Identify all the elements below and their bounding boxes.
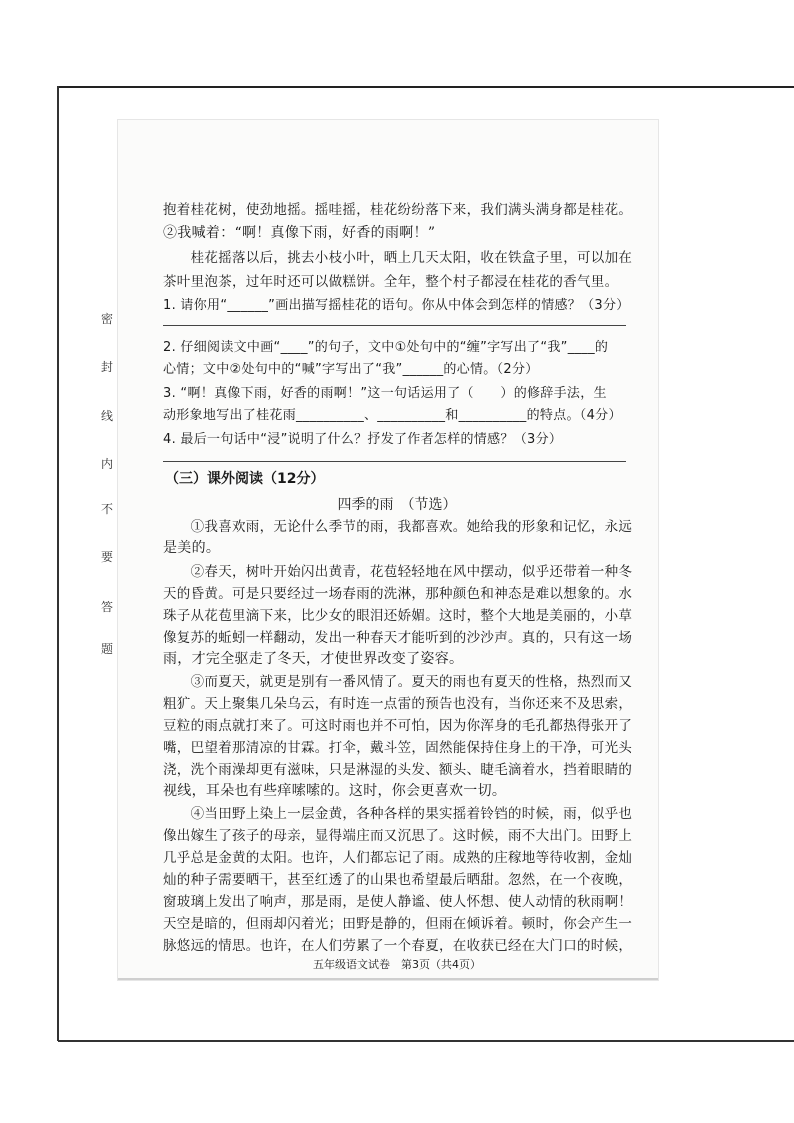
question-3-cont: 动形象地写出了桂花雨__________、__________和__________的特点。（4分） bbox=[163, 408, 622, 423]
scan-border-bottom bbox=[58, 1040, 794, 1042]
passage-line: 像出嫁生了孩子的母亲，显得端庄而又沉思了。这时候，雨不大出门。田野上 bbox=[163, 828, 633, 844]
answer-line bbox=[163, 325, 626, 326]
answer-line bbox=[163, 461, 626, 462]
text-line: 茶叶里泡茶，过年时还可以做糕饼。全年，整个村子都浸在桂花的香气里。 bbox=[163, 274, 619, 290]
passage-line: 像复苏的蚯蚓一样翻动，发出一种春天才能听到的沙沙声。真的，只有这一场 bbox=[163, 630, 633, 646]
question-2: 2. 仔细阅读文中画“____”的句子，文中①处句中的“缠”字写出了“我”____的 bbox=[163, 340, 609, 355]
question-3: 3. “啊！真像下雨，好香的雨啊！”这一句话运用了（ ）的修辞手法，生 bbox=[163, 386, 607, 401]
text-line: 桂花摇落以后，挑去小枝小叶，晒上几天太阳，收在铁盒子里，可以加在 bbox=[163, 250, 633, 266]
passage-line: 是美的。 bbox=[163, 540, 221, 556]
passage-line: 脉悠远的情思。也许，在人们劳累了一个春夏，在收获已经在大门口的时候， bbox=[163, 938, 633, 954]
passage-line: 天空是暗的，但雨却闪着光；田野是静的，但雨在倾诉着。顿时，你会产生一 bbox=[163, 916, 633, 932]
passage-line: 几乎总是金黄的太阳。也许，人们都忘记了雨。成熟的庄稼地等待收割，金灿 bbox=[163, 850, 633, 866]
passage-line: 粗犷。天上聚集几朵乌云，有时连一点雷的预告也没有，当你还来不及思索， bbox=[163, 696, 633, 712]
passage-line: 视线，耳朵也有些痒嗦嗦的。这时，你会更喜欢一切。 bbox=[163, 783, 507, 799]
margin-char: 封 bbox=[100, 360, 113, 374]
passage-line: 天的昏黄。可是只要经过一场春雨的洗淋，那种颜色和神态是难以想象的。水 bbox=[163, 586, 633, 602]
passage-line: 珠子从花苞里滴下来，比少女的眼泪还娇媚。这时，整个大地是美丽的，小草 bbox=[163, 608, 633, 624]
passage-line: 灿的种子需要晒干，甚至红透了的山果也希望最后晒甜。忽然，在一个夜晚， bbox=[163, 872, 633, 888]
paper-edge bbox=[118, 978, 658, 980]
margin-char: 不 bbox=[100, 502, 113, 516]
passage-line: ③而夏天，就更是别有一番风情了。夏天的雨也有夏天的性格，热烈而又 bbox=[163, 674, 633, 690]
margin-char: 要 bbox=[100, 550, 113, 564]
margin-char: 答 bbox=[100, 600, 113, 614]
scan-border-top bbox=[58, 86, 794, 88]
question-2-cont: 心情；文中②处句中的“喊”字写出了“我”______的心情。（2分） bbox=[163, 362, 539, 377]
passage-line: ②春天，树叶开始闪出黄青，花苞轻轻地在风中摆动，似乎还带着一种冬 bbox=[163, 564, 633, 580]
passage-line: 窗玻璃上发出了响声，那是雨，是使人静谧、使人怀想、使人动情的秋雨啊！ bbox=[163, 894, 633, 910]
margin-char: 线 bbox=[100, 409, 113, 423]
passage-line: 雨，才完全驱走了冬天，才使世界改变了姿容。 bbox=[163, 651, 464, 667]
section-heading: （三）课外阅读（12分） bbox=[165, 471, 325, 487]
passage-title: 四季的雨 （节选） bbox=[337, 497, 457, 513]
passage-line: 浇，洗个雨澡却更有滋味，只是淋湿的头发、额头、睫毛滴着水，挡着眼睛的 bbox=[163, 762, 633, 778]
page-footer: 五年级语文试卷 第3页（共4页） bbox=[313, 958, 481, 971]
passage-line: ④当田野上染上一层金黄，各种各样的果实摇着铃铛的时候，雨，似乎也 bbox=[163, 806, 633, 822]
margin-char: 题 bbox=[100, 642, 113, 656]
text-line: 抱着桂花树，使劲地摇。摇哇摇，桂花纷纷落下来，我们满头满身都是桂花。 bbox=[163, 202, 633, 218]
passage-line: 豆粒的雨点就打来了。可这时雨也并不可怕，因为你浑身的毛孔都热得张开了 bbox=[163, 718, 633, 734]
margin-char: 密 bbox=[100, 312, 113, 326]
question-4: 4. 最后一句话中“浸”说明了什么？抒发了作者怎样的情感？（3分） bbox=[163, 432, 563, 447]
question-1: 1. 请你用“______”画出描写摇桂花的语句。你从中体会到怎样的情感？（3分） bbox=[163, 298, 630, 313]
scan-border-left bbox=[57, 86, 59, 1041]
text-line: ②我喊着：“啊！真像下雨，好香的雨啊！” bbox=[163, 225, 436, 241]
margin-char: 内 bbox=[100, 457, 113, 471]
passage-line: ①我喜欢雨，无论什么季节的雨，我都喜欢。她给我的形象和记忆，永远 bbox=[163, 519, 633, 535]
passage-line: 嘴，巴望着那清凉的甘霖。打伞，戴斗笠，固然能保持住身上的干净，可光头 bbox=[163, 740, 633, 756]
